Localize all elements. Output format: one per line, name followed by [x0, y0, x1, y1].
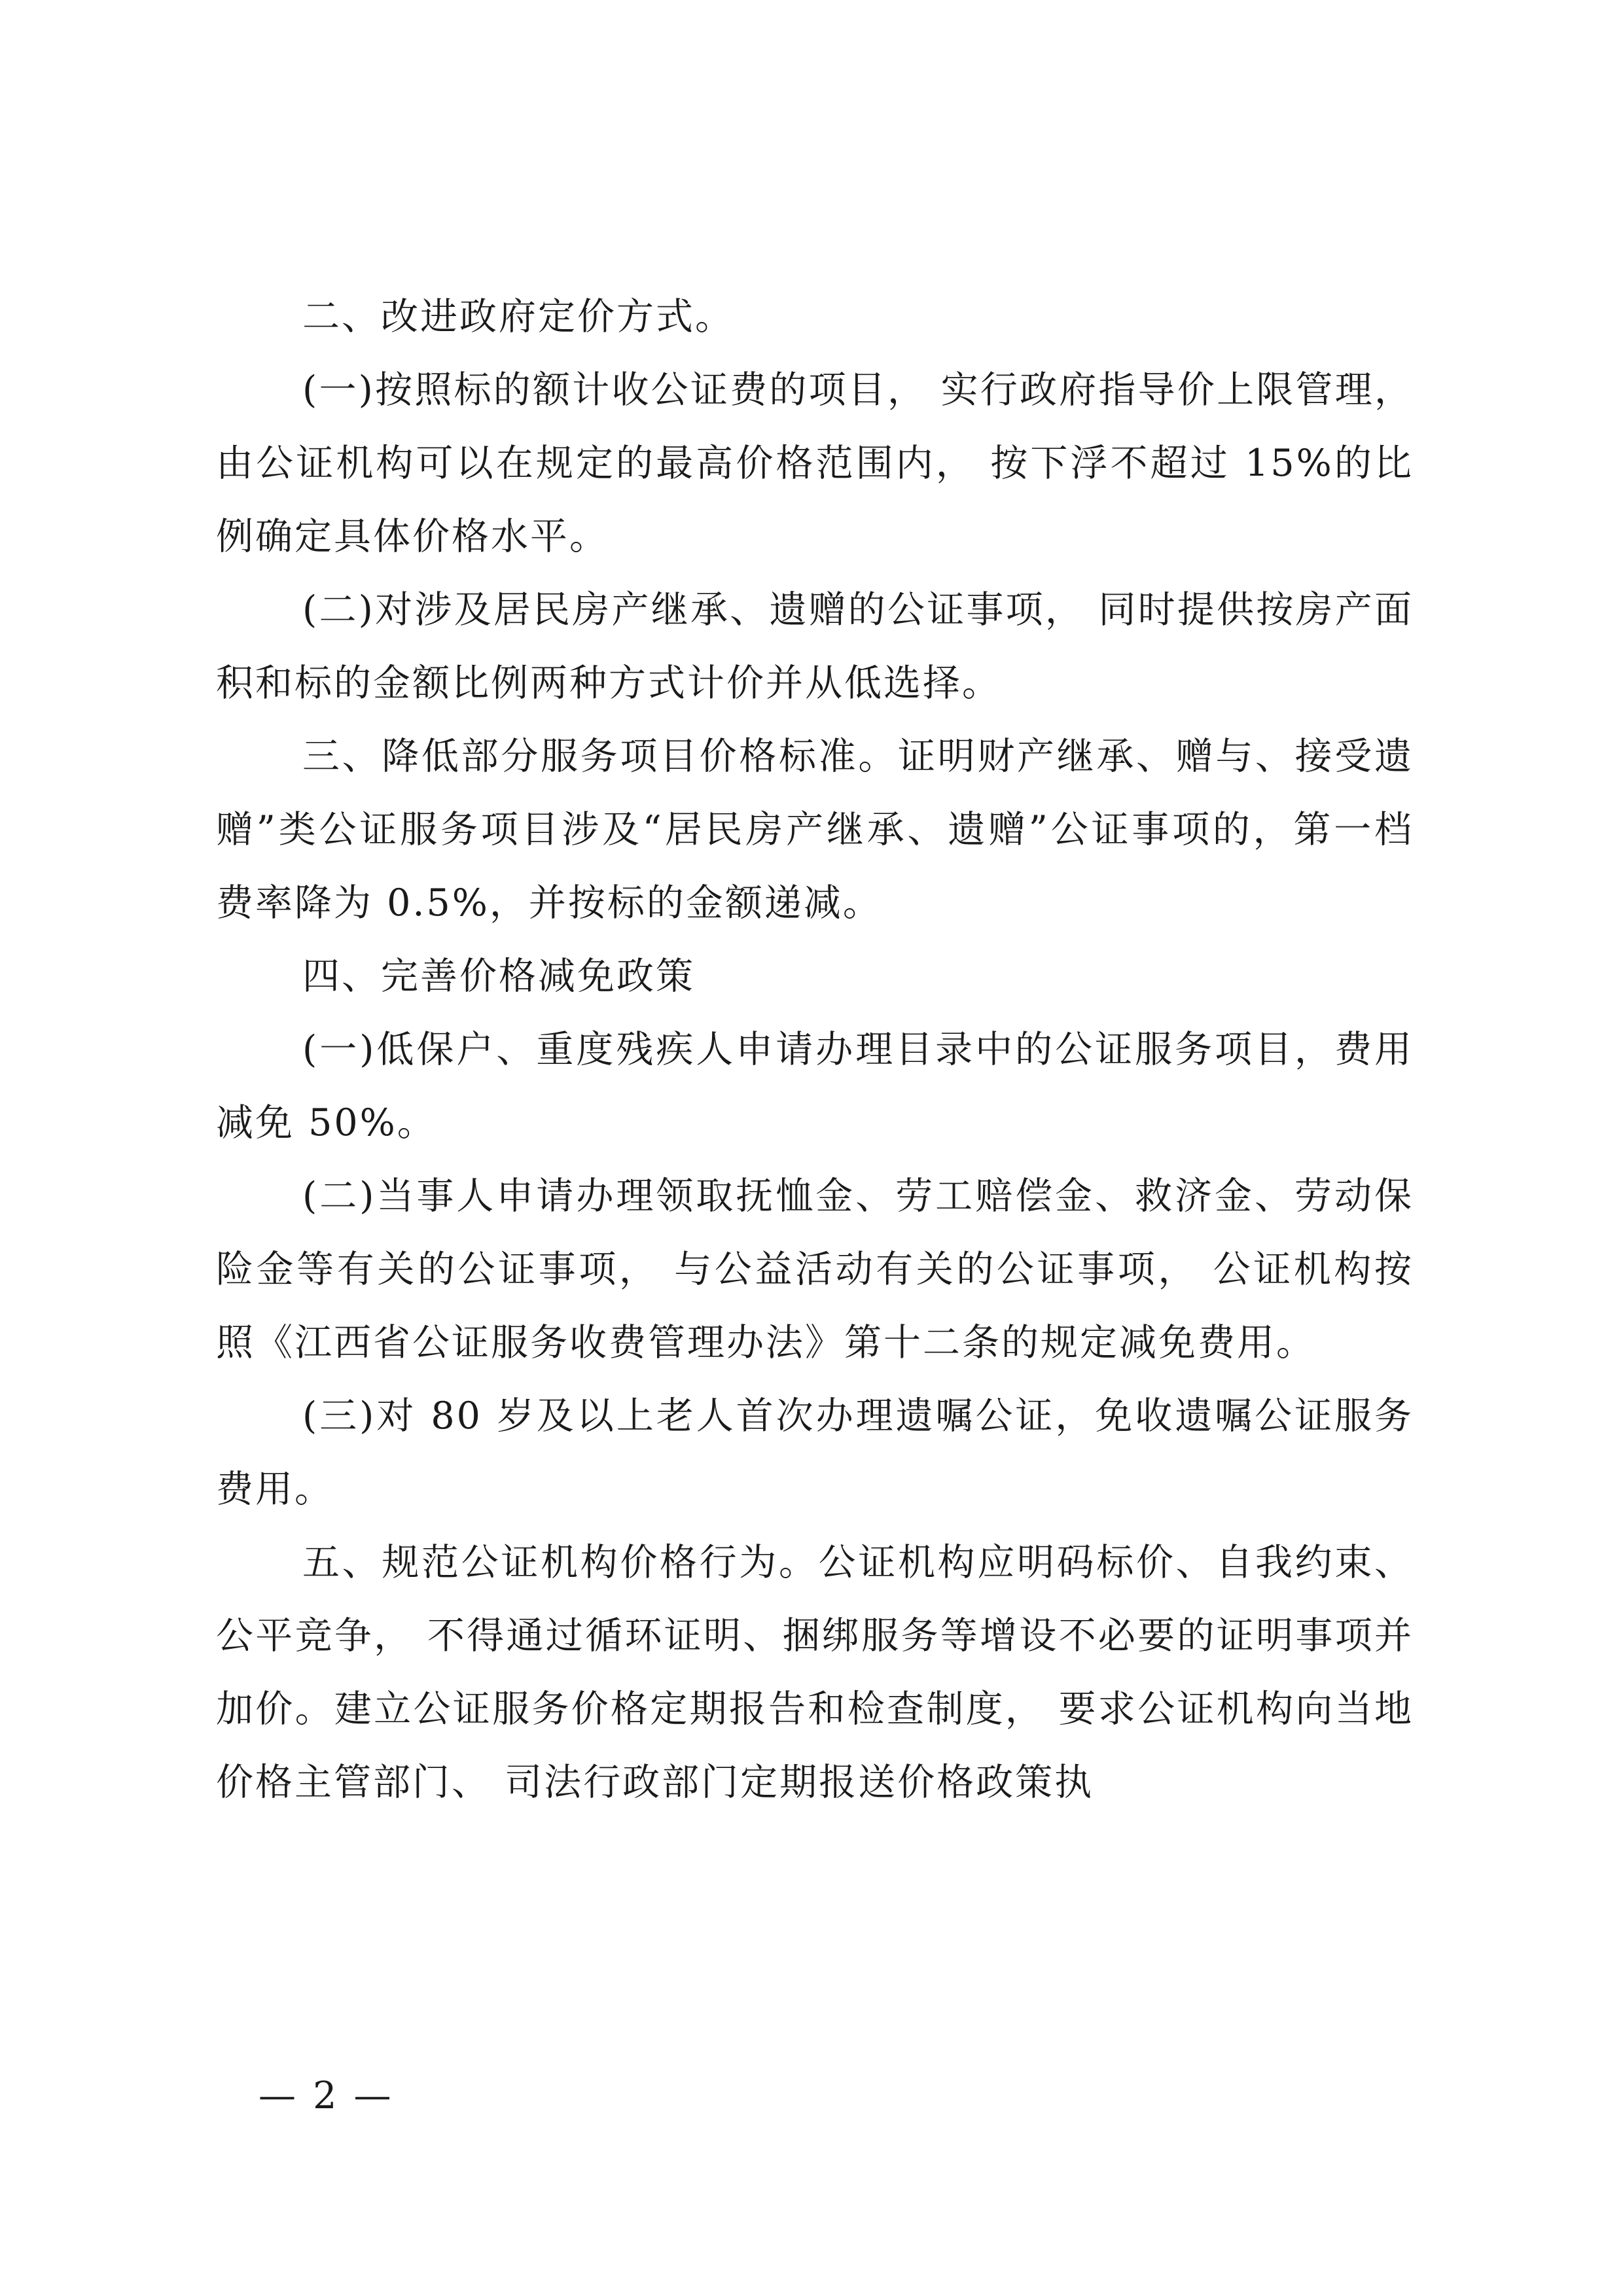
- paragraph-elderly-will-exemption: (三)对 80 岁及以上老人首次办理遗嘱公证，免收遗嘱公证服务费用。: [216, 1394, 1414, 1511]
- section-heading-exemption-policy: 四、完善价格减免政策: [302, 955, 695, 998]
- page-number: — 2 —: [259, 2074, 394, 2117]
- section-fee-reduction: 三、降低部分服务项目价格标准。证明财产继承、赠与、接受遗赠”类公证服务项目涉及“居民房产继承、遗赠”公证事项的，第一档费率降为 0.5%，并按标的金额递减。: [216, 735, 1414, 925]
- paragraph-price-cap: (一)按照标的额计收公证费的项目， 实行政府指导价上限管理， 由公证机构可以在规定的最高价格范围内， 按下浮不超过 15%的比例确定具体价格水平。: [216, 368, 1414, 558]
- paragraph-property-inheritance: (二)对涉及居民房产继承、遗赠的公证事项， 同时提供按房产面积和标的金额比例两种方式计价并从低选择。: [216, 588, 1414, 705]
- paragraph-low-income-exemption: (一)低保户、重度残疾人申请办理目录中的公证服务项目，费用减免 50%。: [216, 1028, 1414, 1144]
- document-body: [216, 280, 1414, 1819]
- paragraph-compensation-exemption: (二)当事人申请办理领取抚恤金、劳工赔偿金、救济金、劳动保险金等有关的公证事项， 与公益活动有关的公证事项， 公证机构按照《江西省公证服务收费管理办法》第十二条的规定减免费用。: [216, 1174, 1414, 1364]
- section-heading-pricing-method: 二、改进政府定价方式。: [302, 295, 734, 338]
- section-price-conduct: 五、规范公证机构价格行为。公证机构应明码标价、自我约束、公平竞争， 不得通过循环证明、捆绑服务等增设不必要的证明事项并加价。建立公证服务价格定期报告和检查制度， 要求公证机构向当地价格主管部门、 司法行政部门定期报送价格政策执: [216, 1541, 1414, 1804]
